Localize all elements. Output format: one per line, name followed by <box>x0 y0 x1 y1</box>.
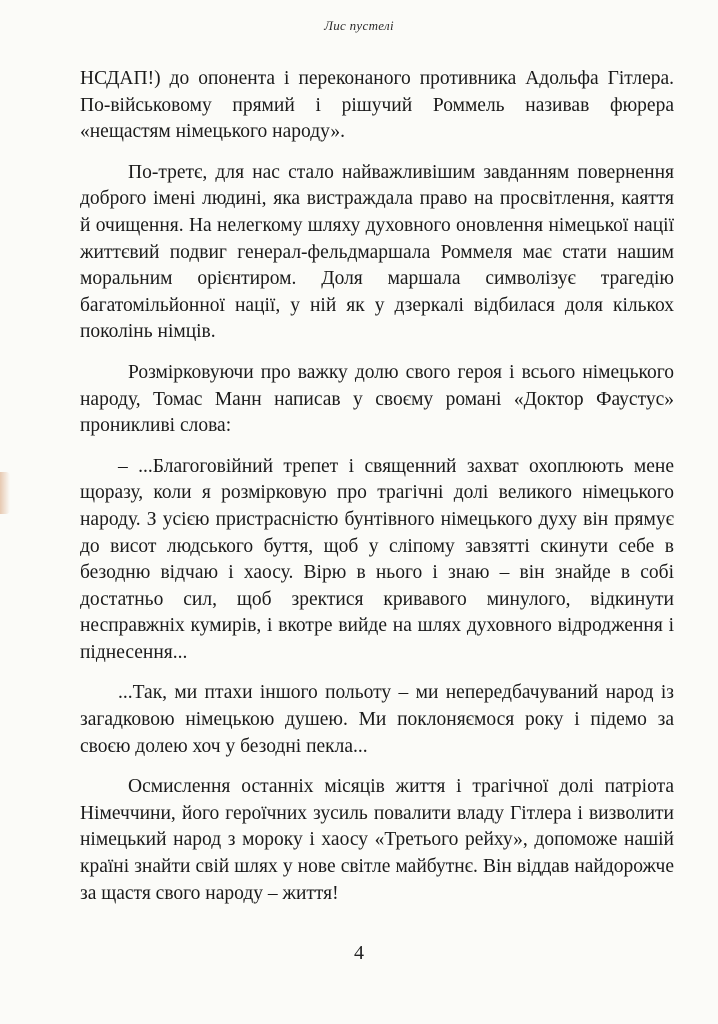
running-header: Лис пустелі <box>324 18 394 33</box>
paragraph-conclusion: Осмислення останніх місяців життя і трагічної долі патріота Німеччини, його героїчних зусиль повалити владу Гітлера і визволити німецький народ з мороку і хаосу «Третього рейху», допоможе нашій країні знайти свій шлях у нове світле майбутнє. Він віддав найдорожче за щастя свого народу – життя! <box>80 776 674 904</box>
page-number: 4 <box>354 942 364 964</box>
paragraph-third-point: По-третє, для нас стало найважливішим завданням повернення доброго імені людині, яка вистраждала право на просвітлення, каяття й очищення. На нелегкому шляху духовного оновлення німецької нації життєвий подвиг генерал-фельдмаршала Роммеля має стати нашим моральним орієнтиром. Доля маршала символізує трагедію багатомільйонної нації, у ній як у дзеркалі відбилася доля кількох поколінь німців. <box>80 161 674 343</box>
body-text <box>80 66 674 907</box>
page-edge-stain <box>0 472 10 514</box>
paragraph-continuation: НСДАП!) до опонента і переконаного противника Адольфа Гітлера. По-військовому прямий і рішучий Роммель називав фюрера «нещастям німецького народу». <box>80 68 674 143</box>
paragraph-quote-part-1: – ...Благоговійний трепет і священний захват охоплюють мене щоразу, коли я розмірковую про трагічні долі великого німецького народу. З усією пристрасністю бунтівного німецького духу він прямує до висот людського буття, щоб у сліпому завзятті скинути себе в безодню відчаю і хаосу. Вірю в нього і знаю – він знайде в собі достатньо сил, щоб зректися кривавого минулого, відкинути несправжніх кумирів, і вкотре вийде на шлях духовного відродження і піднесення... <box>80 455 674 663</box>
paragraph-thomas-mann-intro: Розмірковуючи про важку долю свого героя і всього німецького народу, Томас Манн написав у своєму романі «Доктор Фаустус» проникливі слова: <box>80 361 674 437</box>
paragraph-quote-part-2: ...Так, ми птахи іншого польоту – ми непередбачуваний народ із загадковою німецькою душею. Ми поклоняємося року і підемо за своєю долею хоч у безодні пекла... <box>80 682 674 757</box>
